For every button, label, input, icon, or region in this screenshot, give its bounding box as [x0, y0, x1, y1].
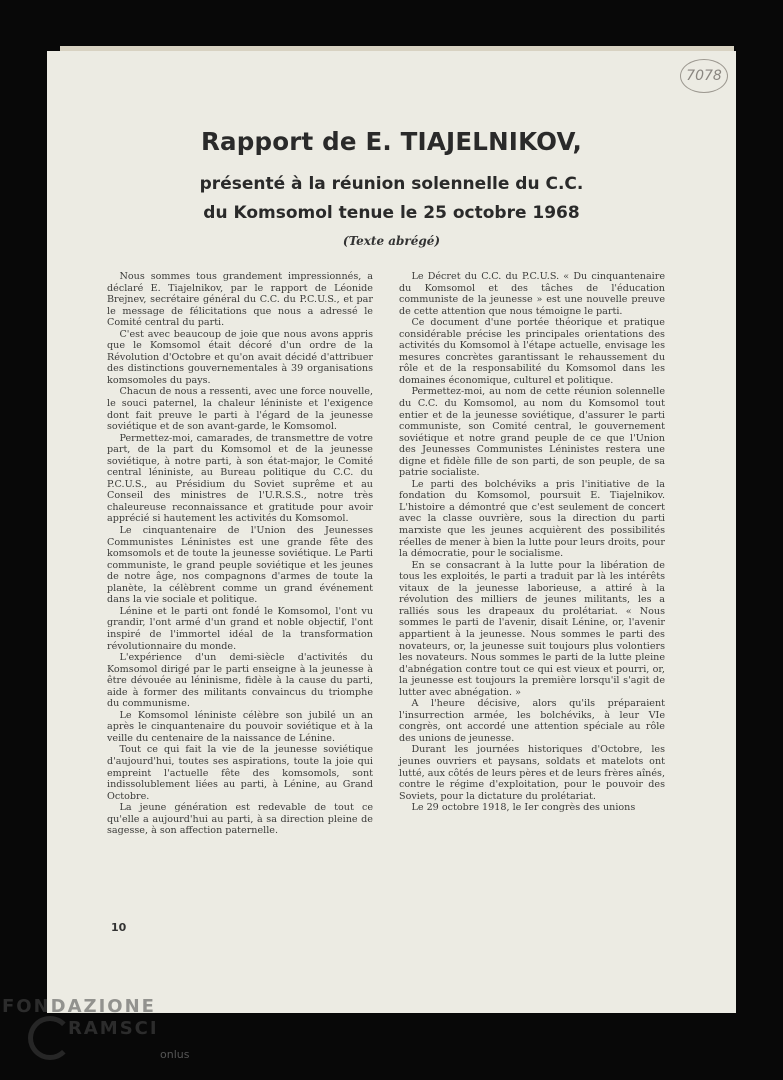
subtitle-line-1: présenté à la réunion solennelle du C.C.: [199, 174, 584, 194]
paragraph: L'expérience d'un demi-siècle d'activités du Komsomol dirigé par le parti enseigne à la jeunesse à être dévouée au léninisme, fidèle à la cause du parti, aide à former des militants convaincus du triomphe du communisme.: [107, 652, 373, 710]
left-column: [107, 271, 373, 837]
inventory-mark: 7078: [680, 59, 728, 93]
abridged-note: (Texte abrégé): [342, 234, 441, 248]
paragraph: Le Komsomol léniniste célèbre son jubilé un an après le cinquantenaire du pouvoir soviétique et à la veille du centenaire de la naissance de Lénine.: [107, 709, 373, 744]
gramsci-g-logo-icon: [28, 1016, 72, 1060]
paragraph: Le parti des bolchéviks a pris l'initiative de la fondation du Komsomol, poursuit E. Tiajelnikov. L'histoire a démontré que c'est seulement de concert avec la classe ouvrière, sous la direction du parti marxiste que les jeunes acquièrent des possibilités réelles de mener à bien la lutte pour leurs droits, pour la démocratie, pour le socialisme.: [399, 478, 665, 560]
paragraph: Le Décret du C.C. du P.C.U.S. « Du cinquantenaire du Komsomol et des tâches de l'éducation communiste de la jeunesse » est une nouvelle preuve de cette attention que nous témoigne le parti.: [399, 271, 665, 317]
page-subtitle: [47, 170, 736, 228]
watermark-line-2: RAMSCI: [68, 1018, 159, 1039]
document-page: [47, 51, 736, 1013]
right-column: [399, 271, 665, 814]
page-title: Rapport de E. TIAJELNIKOV,: [200, 127, 583, 156]
paragraph: Le 29 octobre 1918, le Ier congrès des unions: [411, 802, 636, 814]
archive-watermark: [2, 994, 222, 1074]
paragraph: Nous sommes tous grandement impressionnés, a déclaré E. Tiajelnikov, par le rapport de Léonide Brejnev, secrétaire général du C.C. du P.C.U.S., et par le message de félicitations que nous a adressé le Comité central du parti.: [107, 271, 373, 329]
paragraph: Durant les journées historiques d'Octobre, les jeunes ouvriers et paysans, soldats et matelots ont lutté, aux côtés de leurs pères et de leurs frères aînés, contre le régime d'exploitation, pour le pouvoir des Soviets, pour la dictature du prolétariat.: [399, 744, 665, 802]
paragraph: Chacun de nous a ressenti, avec une force nouvelle, le souci paternel, la chaleur léniniste et l'exigence dont fait preuve le parti à l'égard de la jeunesse soviétique et de son avant-garde, le Komsomol.: [107, 386, 373, 433]
watermark-suffix: onlus: [160, 1048, 190, 1061]
paragraph: Lénine et le parti ont fondé le Komsomol, l'ont vu grandir, l'ont armé d'un grand et noble objectif, l'ont inspiré de l'immortel idéal de la transformation révolutionnaire du monde.: [107, 605, 373, 652]
paragraph: Tout ce qui fait la vie de la jeunesse soviétique d'aujourd'hui, toutes ses aspirations, toute la joie qui empreint l'actuelle fête des komsomols, sont indissolublement liées au parti, à Lénine, au Grand Octobre.: [107, 744, 373, 802]
paragraph: C'est avec beaucoup de joie que nous avons appris que le Komsomol était décoré d'un ordre de la Révolution d'Octobre et qu'on avait décidé d'attribuer des distinctions gouvernementales à 39 organisations komsomoles du pays.: [107, 328, 373, 386]
paragraph: Permettez-moi, au nom de cette réunion solennelle du C.C. du Komsomol, au nom du Komsomol tout entier et de la jeunesse soviétique, d'assurer le parti communiste, son Comité central, le gouvernement soviétique et notre grand peuple de ce que l'Union des Jeunesses Communistes Léninistes restera une digne et fidèle fille de son parti, de son peuple, de sa patrie socialiste.: [399, 386, 665, 479]
paragraph: La jeune génération est redevable de tout ce qu'elle a aujourd'hui au parti, à sa direction pleine de sagesse, à son affection paternelle.: [107, 802, 373, 837]
subtitle-line-2: du Komsomol tenue le 25 octobre 1968: [203, 203, 580, 223]
paragraph: Ce document d'une portée théorique et pratique considérable précise les principales orientations des activités du Komsomol à l'étape actuelle, envisage les mesures concrètes garantissant le rehaussement du rôle et de la responsabilité du Komsomol dans les domaines économique, culturel et politique.: [399, 317, 665, 386]
paragraph: A l'heure décisive, alors qu'ils préparaient l'insurrection armée, les bolchéviks, à leur VIe congrès, ont accordé une attention spéciale au rôle des unions de jeunesse.: [399, 698, 665, 744]
paragraph: Le cinquantenaire de l'Union des Jeunesses Communistes Léninistes est une grande fête des komsomols et de toute la jeunesse soviétique. Le Parti communiste, le grand peuple soviétique et les jeunes de notre âge, nos compagnons d'armes de toute la planète, la célèbrent comme un grand événement dans la vie sociale et politique.: [107, 525, 373, 606]
watermark-line-1: FONDAZIONE: [2, 996, 156, 1017]
paragraph: Permettez-moi, camarades, de transmettre de votre part, de la part du Komsomol et de la jeunesse soviétique, à notre parti, à son état-major, le Comité central léniniste, au Bureau politique du C.C. du P.C.U.S., au Présidium du Soviet suprême et au Conseil des ministres de l'U.R.S.S., notre très chaleureuse reconnaissance et gratitude pour avoir apprécié si hautement les activités du Komsomol.: [107, 432, 373, 525]
page-number: 10: [111, 921, 127, 934]
paragraph: En se consacrant à la lutte pour la libération de tous les exploités, le parti a traduit par là les intérêts vitaux de la jeunesse laborieuse, a attiré à la révolution des milliers de jeunes militants, les a ralliés sous les drapeaux du prolétariat. « Nous sommes le parti de l'avenir, disait Lénine, or, l'avenir appartient à la jeunesse. Nous sommes le parti des novateurs, or, la jeunesse suit toujours plus volontiers les novateurs. Nous sommes le parti de la lutte pleine d'abnégation contre tout ce qui est vieux et pourri, or, la jeunesse est toujours la première lorsqu'il s'agit de lutter avec abnégation. »: [399, 559, 665, 698]
